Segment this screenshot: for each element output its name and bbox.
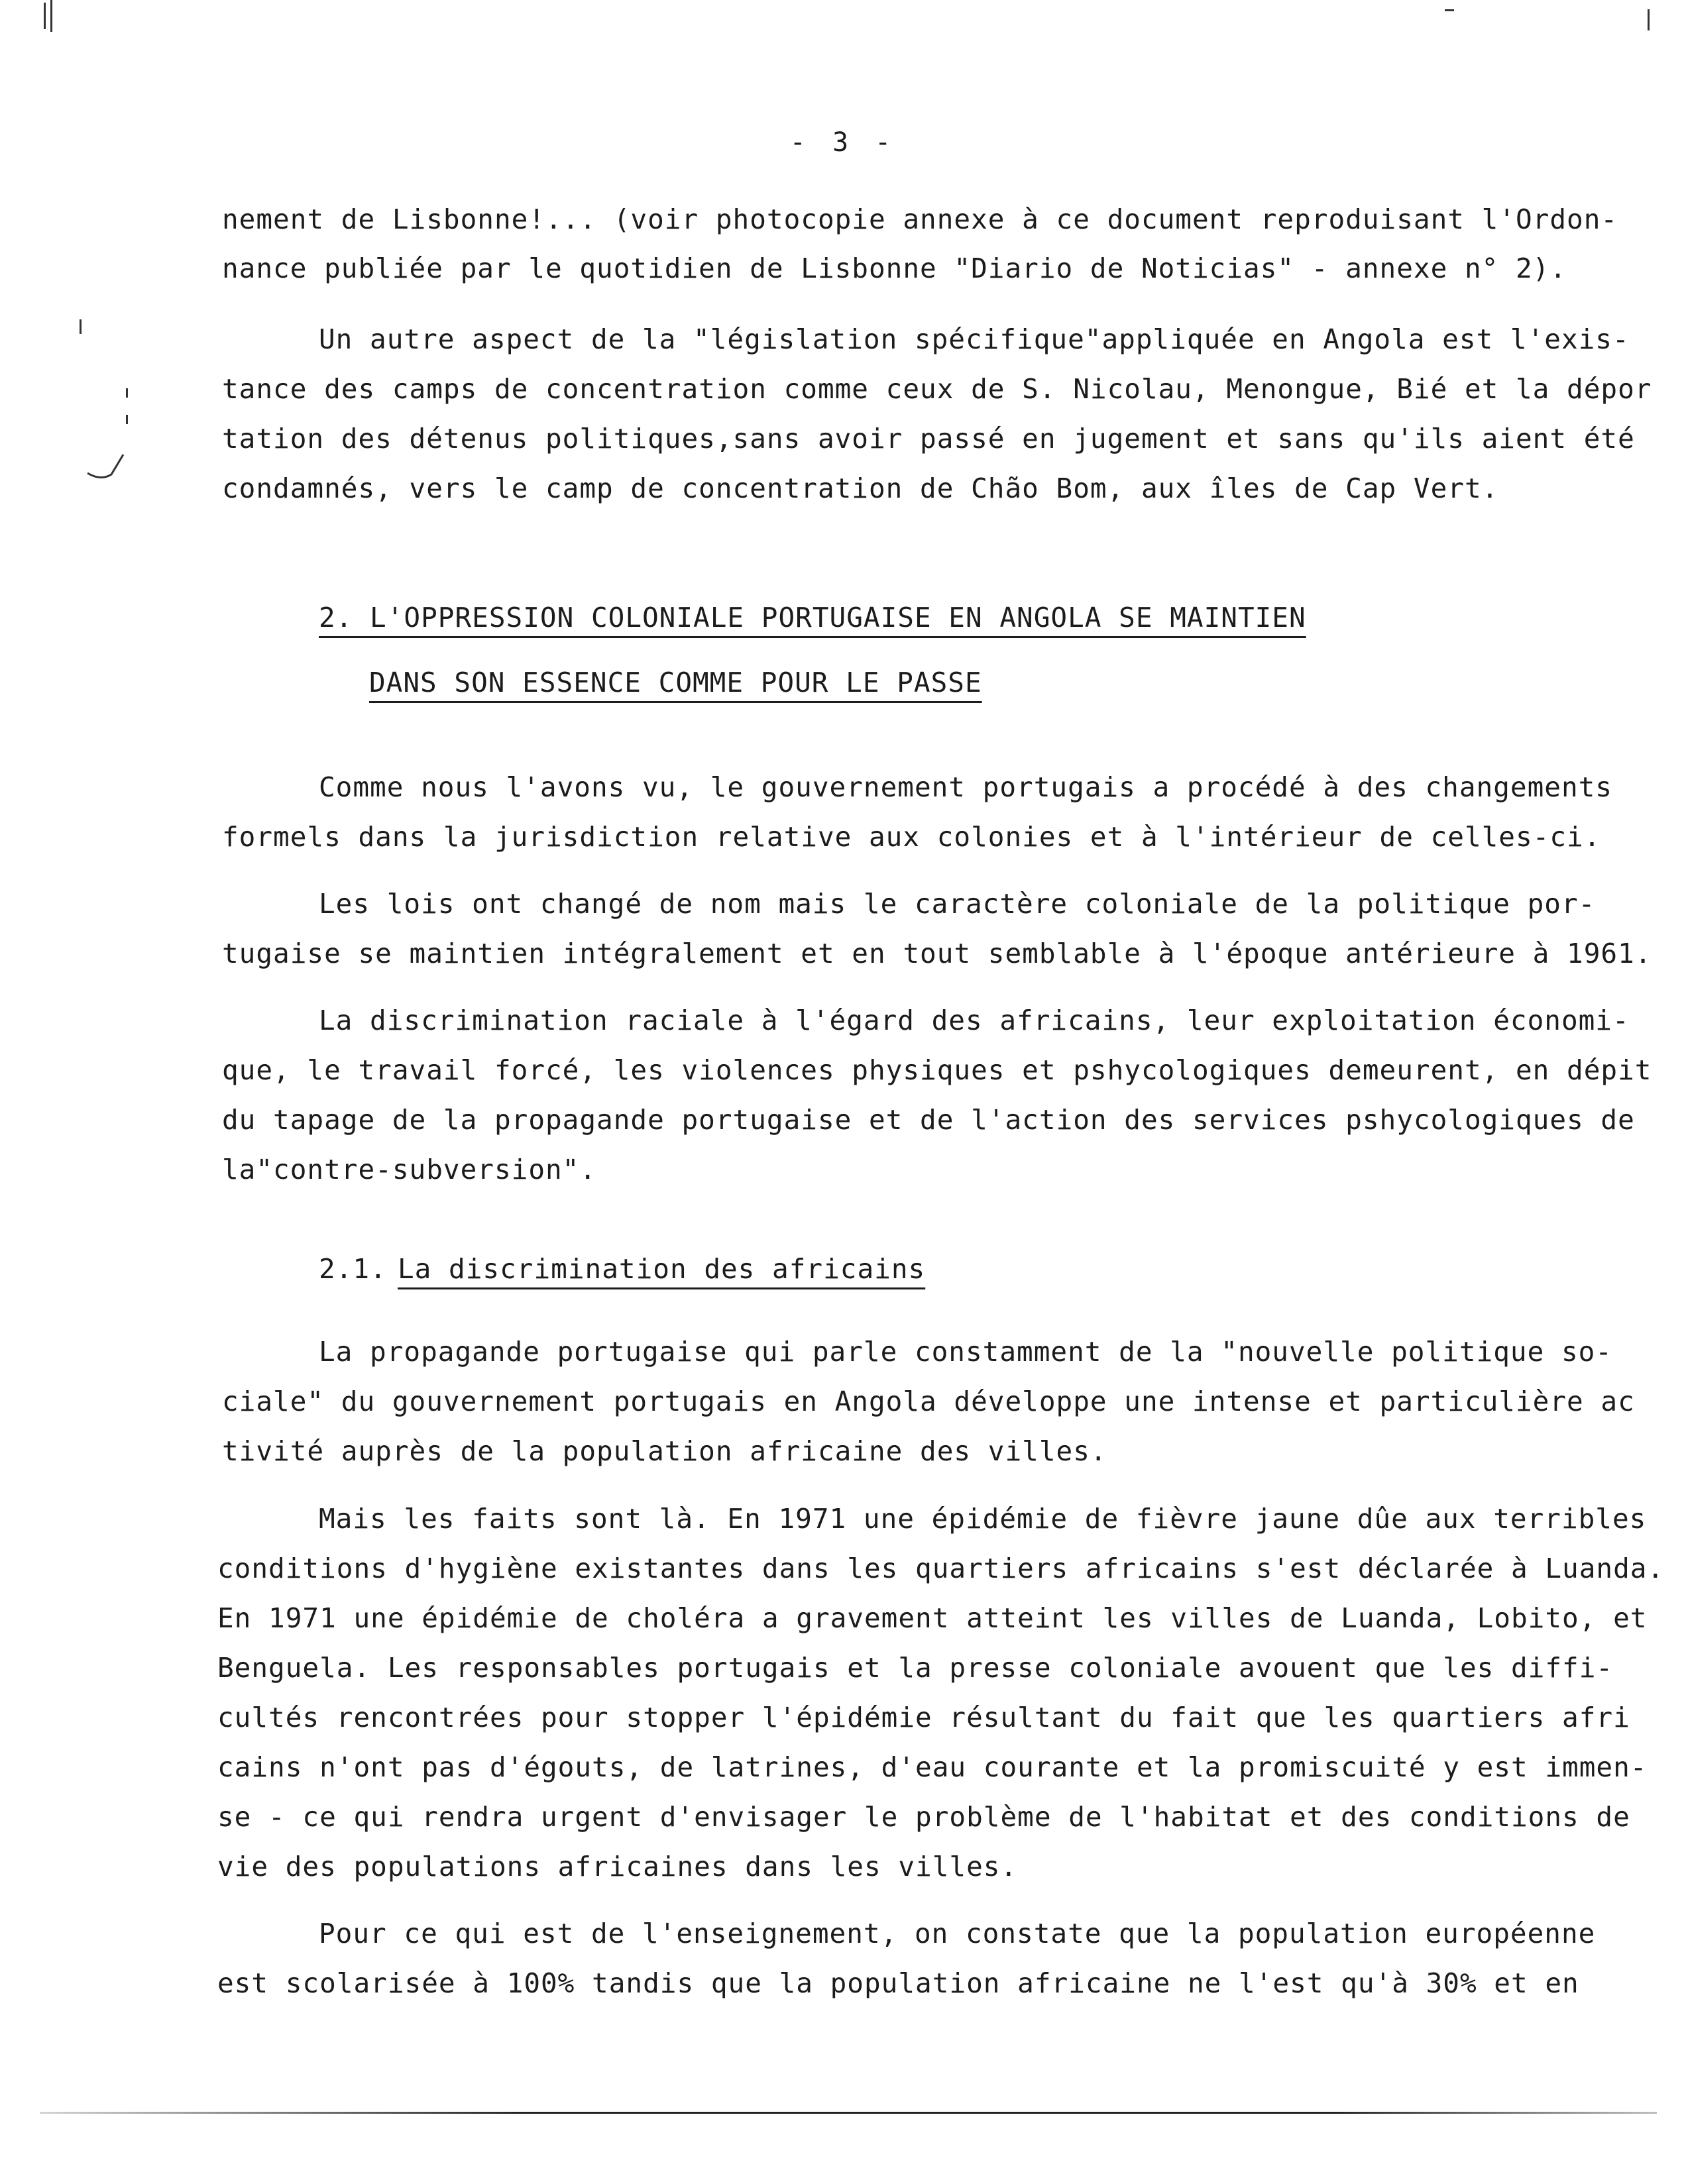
- margin-mark: [126, 388, 128, 398]
- text-line: La discrimination raciale à l'égard des africains, leur exploitation économi-: [319, 1005, 1630, 1036]
- text-line: condamnés, vers le camp de concentration de Chão Bom, aux îles de Cap Vert.: [222, 472, 1499, 504]
- text-line: nement de Lisbonne!... (voir photocopie annexe à ce document reproduisant l'Ordon-: [222, 203, 1618, 235]
- text-line: la"contre-subversion".: [222, 1154, 597, 1185]
- text-line: se - ce qui rendra urgent d'envisager le problème de l'habitat et des conditions de: [217, 1801, 1630, 1833]
- text-line: Comme nous l'avons vu, le gouvernement portugais a procédé à des changements: [319, 771, 1612, 803]
- margin-mark: [80, 319, 82, 334]
- text-line: cultés rencontrées pour stopper l'épidémie résultant du fait que les quartiers afri: [217, 1702, 1630, 1733]
- text-line: que, le travail forcé, les violences physiques et pshycologiques demeurent, en dépit: [222, 1054, 1652, 1086]
- margin-mark: [1445, 9, 1454, 11]
- text-line: conditions d'hygiène existantes dans les quartiers africains s'est déclarée à Luanda.: [217, 1553, 1665, 1584]
- page-number: - 3 -: [789, 127, 897, 158]
- text-line: Un autre aspect de la "législation spécifique"appliquée en Angola est l'exis-: [319, 323, 1630, 355]
- margin-tick-mark: [85, 451, 131, 484]
- margin-mark: [44, 3, 46, 29]
- text-line: Mais les faits sont là. En 1971 une épidémie de fièvre jaune dûe aux terribles: [319, 1503, 1647, 1535]
- text-line: nance publiée par le quotidien de Lisbonne "Diario de Noticias" - annexe n° 2).: [222, 252, 1567, 284]
- text-line: ciale" du gouvernement portugais en Angola développe une intense et particulière ac: [222, 1386, 1635, 1417]
- section-heading: 2. L'OPPRESSION COLONIALE PORTUGAISE EN ANGOLA SE MAINTIEN: [319, 602, 1306, 633]
- text-line: cains n'ont pas d'égouts, de latrines, d'eau courante et la promiscuité y est immen-: [217, 1751, 1648, 1783]
- text-line: du tapage de la propagande portugaise et de l'action des services pshycologiques de: [222, 1104, 1635, 1136]
- text-line: Benguela. Les responsables portugais et la presse coloniale avouent que les diffi-: [217, 1652, 1614, 1684]
- footer-rule: [40, 2112, 1657, 2114]
- text-line: tugaise se maintien intégralement et en tout semblable à l'époque antérieure à 1961.: [222, 938, 1652, 969]
- text-line: est scolarisée à 100% tandis que la population africaine ne l'est qu'à 30% et en: [217, 1967, 1579, 1999]
- text-line: tivité auprès de la population africaine des villes.: [222, 1435, 1107, 1467]
- margin-mark: [50, 0, 52, 32]
- text-line: tance des camps de concentration comme ceux de S. Nicolau, Menongue, Bié et la dépor: [222, 373, 1652, 405]
- text-line: tation des détenus politiques,sans avoir passé en jugement et sans qu'ils aient été: [222, 423, 1635, 455]
- text-line: vie des populations africaines dans les villes.: [217, 1851, 1018, 1883]
- section-heading: DANS SON ESSENCE COMME POUR LE PASSE: [369, 667, 982, 698]
- subsection-heading: La discrimination des africains: [398, 1253, 926, 1285]
- text-line: Pour ce qui est de l'enseignement, on constate que la population européenne: [319, 1918, 1596, 1949]
- subsection-number: 2.1.: [319, 1253, 387, 1285]
- text-line: La propagande portugaise qui parle constamment de la "nouvelle politique so-: [319, 1336, 1612, 1368]
- margin-mark: [126, 415, 128, 424]
- text-line: En 1971 une épidémie de choléra a gravement atteint les villes de Luanda, Lobito, et: [217, 1602, 1648, 1634]
- text-line: formels dans la jurisdiction relative aux colonies et à l'intérieur de celles-ci.: [222, 821, 1601, 853]
- text-line: Les lois ont changé de nom mais le caractère coloniale de la politique por-: [319, 888, 1596, 920]
- margin-mark: [1648, 9, 1650, 30]
